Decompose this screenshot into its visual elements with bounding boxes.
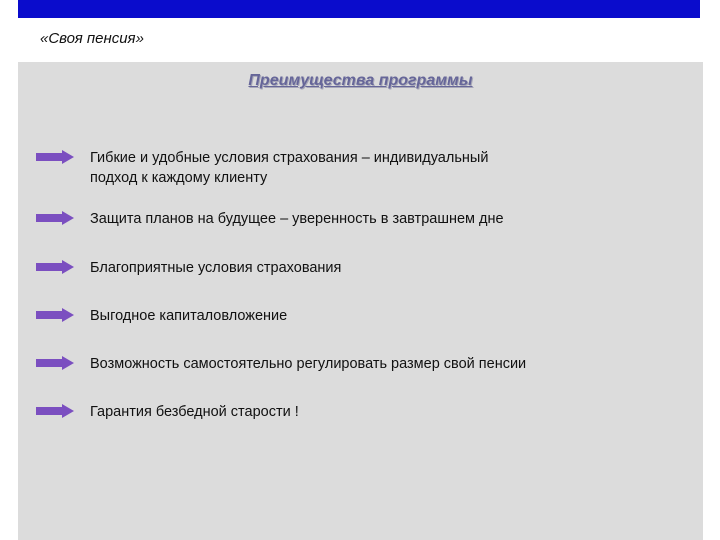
top-bar-left-gap xyxy=(0,0,18,18)
list-item xyxy=(36,354,656,374)
right-arrow-icon xyxy=(36,404,74,418)
list-item-text: Благоприятные условия страхования xyxy=(90,260,342,276)
panel-heading: Преимущества программы xyxy=(248,72,473,89)
document-title: «Своя пенсия» xyxy=(40,30,144,47)
right-arrow-icon xyxy=(36,150,74,164)
list-item-text xyxy=(90,148,488,188)
list-item xyxy=(36,306,656,326)
list-item-text: Возможность самостоятельно регулировать размер свой пенсии xyxy=(90,356,527,372)
right-arrow-icon xyxy=(36,211,74,225)
list-item xyxy=(36,258,656,278)
list-item xyxy=(36,402,656,422)
right-arrow-icon xyxy=(36,356,74,370)
list-item xyxy=(36,209,656,229)
list-item-text: Гарантия безбедной старости ! xyxy=(90,404,299,420)
right-arrow-icon xyxy=(36,260,74,274)
list-item-line: Гибкие и удобные условия страхования – индивидуальный xyxy=(90,150,489,166)
right-arrow-icon xyxy=(36,308,74,322)
list-item-line: подход к каждому клиенту xyxy=(90,170,268,186)
content-panel xyxy=(18,62,703,540)
list-item-text: Защита планов на будущее – уверенность в завтрашнем дне xyxy=(90,211,504,227)
top-color-bar xyxy=(0,0,720,18)
list-item xyxy=(36,148,656,188)
top-bar-right-gap xyxy=(700,0,720,18)
list-item-text: Выгодное капиталовложение xyxy=(90,308,288,324)
